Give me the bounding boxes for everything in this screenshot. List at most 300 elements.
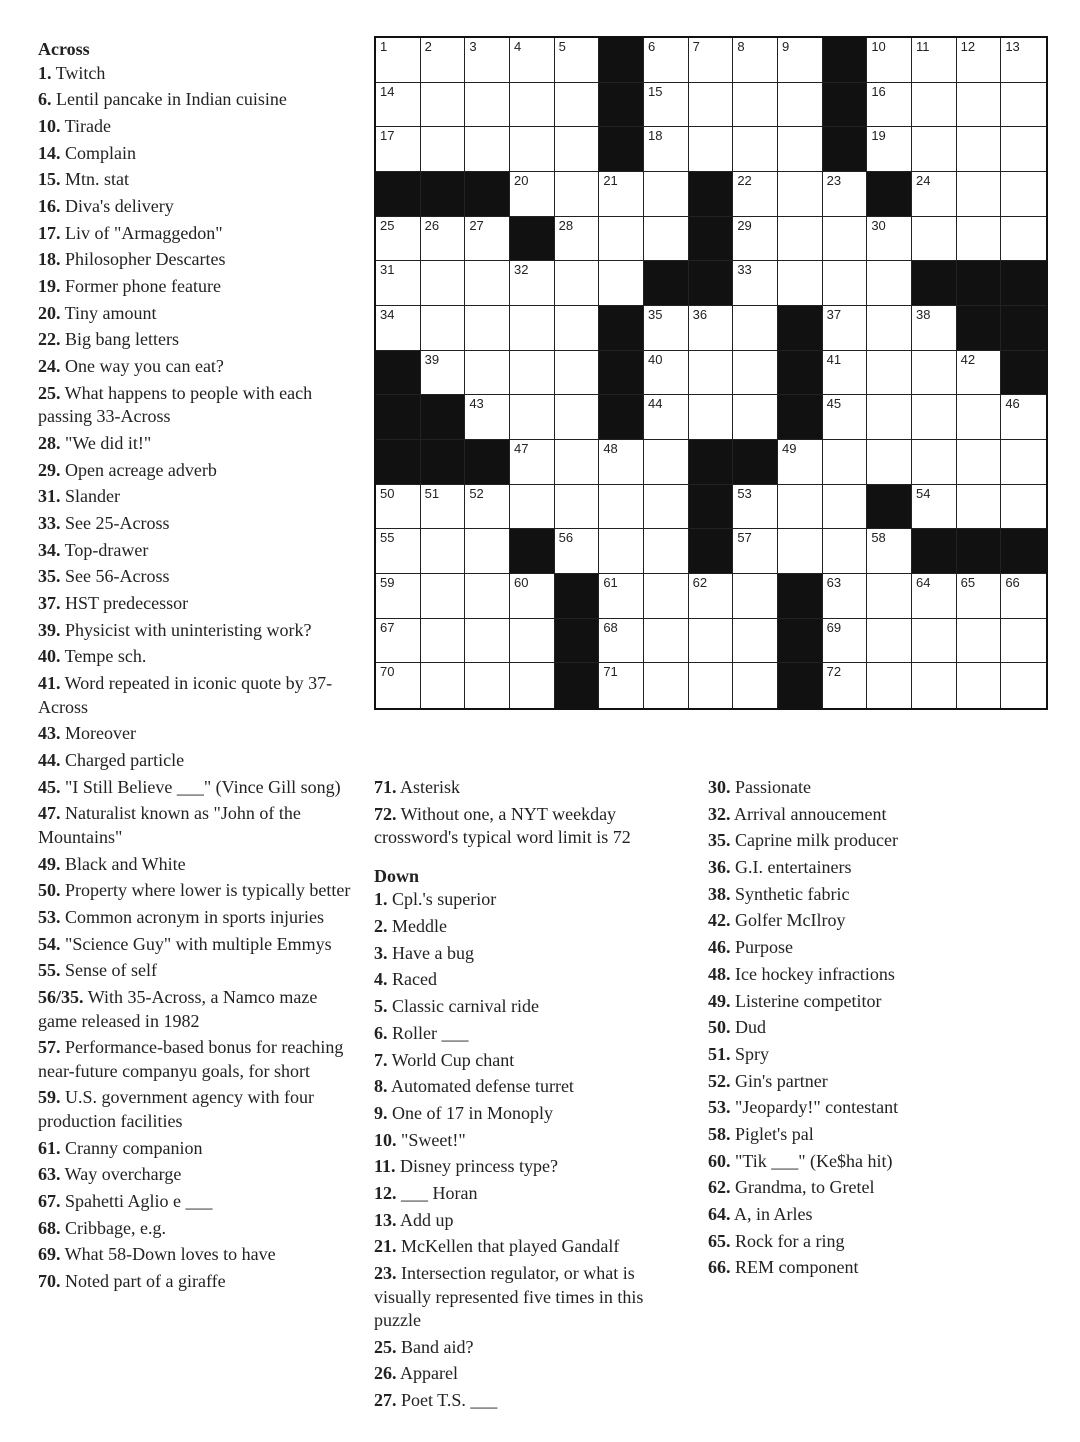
- grid-cell[interactable]: [912, 619, 957, 664]
- black-square: [599, 127, 644, 172]
- grid-cell[interactable]: [599, 261, 644, 306]
- black-square: [1001, 529, 1046, 574]
- grid-cell[interactable]: [867, 261, 912, 306]
- grid-cell[interactable]: [689, 38, 734, 83]
- grid-cell[interactable]: [555, 172, 600, 217]
- clue-text: ___ Horan: [396, 1182, 478, 1203]
- clue-number: 66.: [708, 1257, 731, 1278]
- black-square: [823, 127, 868, 172]
- grid-cell[interactable]: [778, 485, 823, 530]
- grid-cell[interactable]: [465, 395, 510, 440]
- grid-cell[interactable]: [823, 663, 868, 708]
- clue-text: Raced: [387, 969, 437, 990]
- grid-cell[interactable]: [376, 217, 421, 262]
- grid-cell[interactable]: [912, 663, 957, 708]
- grid-cell[interactable]: [689, 395, 734, 440]
- grid-cell[interactable]: [1001, 127, 1046, 172]
- grid-cell[interactable]: [689, 83, 734, 128]
- grid-cell[interactable]: [555, 395, 600, 440]
- grid-cell[interactable]: [1001, 485, 1046, 530]
- grid-cell[interactable]: [510, 306, 555, 351]
- grid-cell[interactable]: [421, 38, 466, 83]
- grid-cell[interactable]: [957, 83, 1002, 128]
- grid-cell[interactable]: [376, 261, 421, 306]
- grid-cell[interactable]: [510, 172, 555, 217]
- grid-cell[interactable]: [1001, 83, 1046, 128]
- grid-cell[interactable]: [689, 574, 734, 619]
- grid-cell[interactable]: [733, 172, 778, 217]
- cell-number: 46: [1005, 396, 1020, 412]
- grid-cell[interactable]: [421, 261, 466, 306]
- grid-cell[interactable]: [1001, 217, 1046, 262]
- grid-cell[interactable]: [957, 351, 1002, 396]
- across-clues-column: [38, 38, 356, 1297]
- clue-number: 71.: [374, 777, 397, 797]
- grid-cell[interactable]: [555, 83, 600, 128]
- across-clue: [38, 565, 356, 589]
- grid-cell[interactable]: [867, 83, 912, 128]
- grid-cell[interactable]: [644, 217, 689, 262]
- clue-text: Passionate: [730, 777, 811, 797]
- grid-cell[interactable]: [733, 663, 778, 708]
- across-clue: [38, 485, 356, 509]
- cell-number: 11: [916, 39, 930, 54]
- black-square: [957, 529, 1002, 574]
- grid-cell[interactable]: [1001, 172, 1046, 217]
- grid-cell[interactable]: [644, 485, 689, 530]
- clue-text: Synthetic fabric: [730, 883, 850, 904]
- grid-cell[interactable]: [465, 261, 510, 306]
- grid-cell[interactable]: [644, 306, 689, 351]
- grid-cell[interactable]: [510, 351, 555, 396]
- clue-number: 5.: [374, 996, 388, 1017]
- black-square: [555, 574, 600, 619]
- grid-cell[interactable]: [823, 217, 868, 262]
- across-clue: [38, 62, 356, 86]
- cell-number: 70: [380, 664, 395, 680]
- grid-cell[interactable]: [555, 440, 600, 485]
- grid-cell[interactable]: [778, 261, 823, 306]
- grid-cell[interactable]: [957, 217, 1002, 262]
- grid-cell[interactable]: [510, 83, 555, 128]
- grid-cell[interactable]: [465, 38, 510, 83]
- clue-text: Liv of "Armaggedon": [60, 222, 223, 243]
- grid-cell[interactable]: [733, 127, 778, 172]
- across-clue: [38, 802, 356, 849]
- grid-cell[interactable]: [644, 172, 689, 217]
- grid-cell[interactable]: [376, 574, 421, 619]
- grid-cell[interactable]: [912, 485, 957, 530]
- clue-text: Complain: [60, 142, 136, 163]
- grid-cell[interactable]: [465, 529, 510, 574]
- clue-text: World Cup chant: [387, 1049, 515, 1070]
- clue-number: 15.: [38, 169, 61, 190]
- clue-text: Tiny amount: [60, 302, 157, 323]
- grid-cell[interactable]: [689, 619, 734, 664]
- grid-cell[interactable]: [510, 574, 555, 619]
- cell-number: 6: [648, 39, 656, 54]
- grid-cell[interactable]: [778, 38, 823, 83]
- clue-number: 64.: [708, 1204, 731, 1224]
- grid-cell[interactable]: [957, 395, 1002, 440]
- grid-cell[interactable]: [376, 485, 421, 530]
- grid-cell[interactable]: [867, 440, 912, 485]
- grid-cell[interactable]: [733, 574, 778, 619]
- grid-cell[interactable]: [599, 217, 644, 262]
- grid-cell[interactable]: [912, 83, 957, 128]
- grid-cell[interactable]: [823, 306, 868, 351]
- grid-cell[interactable]: [644, 395, 689, 440]
- grid-cell[interactable]: [778, 83, 823, 128]
- grid-cell[interactable]: [733, 395, 778, 440]
- grid-cell[interactable]: [733, 485, 778, 530]
- grid-cell[interactable]: [823, 574, 868, 619]
- clue-number: 27.: [374, 1390, 397, 1411]
- cell-number: 43: [469, 396, 484, 412]
- grid-cell[interactable]: [689, 306, 734, 351]
- grid-cell[interactable]: [510, 619, 555, 664]
- grid-cell[interactable]: [912, 172, 957, 217]
- clue-text: Intersection regulator, or what is visually represented five times in this puzzle: [374, 1263, 644, 1330]
- grid-cell[interactable]: [644, 663, 689, 708]
- grid-cell[interactable]: [376, 127, 421, 172]
- cell-number: 68: [603, 619, 618, 635]
- black-square: [689, 172, 734, 217]
- grid-cell[interactable]: [957, 619, 1002, 664]
- grid-cell[interactable]: [733, 217, 778, 262]
- clue-number: 65.: [708, 1230, 731, 1251]
- grid-cell[interactable]: [421, 83, 466, 128]
- grid-cell[interactable]: [465, 217, 510, 262]
- crossword-grid: [374, 36, 1048, 710]
- grid-cell[interactable]: [421, 485, 466, 530]
- clue-number: 40.: [38, 646, 61, 667]
- clue-text: Naturalist known as "John of the Mountains": [38, 803, 301, 847]
- grid-cell[interactable]: [1001, 38, 1046, 83]
- grid-cell[interactable]: [555, 485, 600, 530]
- grid-cell[interactable]: [689, 351, 734, 396]
- clue-number: 70.: [38, 1271, 61, 1291]
- grid-cell[interactable]: [376, 83, 421, 128]
- grid-cell[interactable]: [867, 395, 912, 440]
- cell-number: 13: [1005, 39, 1020, 54]
- grid-cell[interactable]: [421, 351, 466, 396]
- grid-cell[interactable]: [689, 127, 734, 172]
- clue-text: Physicist with uninteristing work?: [60, 619, 312, 640]
- cell-number: 47: [514, 441, 529, 456]
- clue-number: 50.: [708, 1017, 731, 1038]
- grid-cell[interactable]: [555, 217, 600, 262]
- clue-number: 11.: [374, 1156, 396, 1177]
- grid-cell[interactable]: [733, 351, 778, 396]
- grid-cell[interactable]: [823, 395, 868, 440]
- cell-number: 29: [737, 217, 752, 233]
- across-clue: [38, 722, 356, 746]
- cell-number: 15: [648, 83, 663, 99]
- clue-text: Open acreage adverb: [60, 459, 217, 480]
- grid-cell[interactable]: [421, 217, 466, 262]
- clue-number: 25.: [38, 382, 61, 403]
- across-clue: [38, 906, 356, 930]
- grid-cell[interactable]: [644, 619, 689, 664]
- across-clue: [374, 776, 679, 800]
- grid-cell[interactable]: [644, 440, 689, 485]
- grid-cell[interactable]: [1001, 663, 1046, 708]
- grid-cell[interactable]: [644, 574, 689, 619]
- black-square: [912, 529, 957, 574]
- grid-cell[interactable]: [823, 172, 868, 217]
- clue-number: 45.: [38, 776, 61, 797]
- grid-cell[interactable]: [421, 127, 466, 172]
- grid-cell[interactable]: [957, 574, 1002, 619]
- black-square: [867, 485, 912, 530]
- grid-cell[interactable]: [599, 440, 644, 485]
- grid-cell[interactable]: [376, 38, 421, 83]
- grid-cell[interactable]: [867, 127, 912, 172]
- grid-cell[interactable]: [778, 172, 823, 217]
- grid-cell[interactable]: [778, 217, 823, 262]
- clue-text: Listerine competitor: [730, 990, 882, 1011]
- grid-cell[interactable]: [465, 574, 510, 619]
- grid-cell[interactable]: [689, 663, 734, 708]
- grid-cell[interactable]: [733, 83, 778, 128]
- grid-cell[interactable]: [778, 529, 823, 574]
- grid-cell[interactable]: [376, 529, 421, 574]
- black-square: [689, 261, 734, 306]
- grid-cell[interactable]: [510, 663, 555, 708]
- down-clue: [374, 942, 679, 966]
- grid-cell[interactable]: [823, 440, 868, 485]
- clue-number: 20.: [38, 302, 61, 323]
- grid-cell[interactable]: [599, 619, 644, 664]
- clue-number: 1.: [38, 62, 52, 83]
- across-clue: [38, 853, 356, 877]
- clue-number: 32.: [708, 803, 731, 824]
- clue-number: 29.: [38, 459, 61, 480]
- grid-cell[interactable]: [867, 529, 912, 574]
- clue-number: 13.: [374, 1209, 397, 1230]
- grid-cell[interactable]: [555, 306, 600, 351]
- grid-cell[interactable]: [912, 351, 957, 396]
- clue-number: 31.: [38, 486, 61, 507]
- cell-number: 19: [871, 128, 886, 144]
- grid-cell[interactable]: [957, 127, 1002, 172]
- clue-number: 57.: [38, 1037, 61, 1058]
- grid-cell[interactable]: [644, 351, 689, 396]
- grid-cell[interactable]: [555, 127, 600, 172]
- black-square: [510, 217, 555, 262]
- grid-cell[interactable]: [957, 485, 1002, 530]
- down-clue: [708, 1096, 1008, 1120]
- grid-cell[interactable]: [733, 261, 778, 306]
- grid-cell[interactable]: [599, 574, 644, 619]
- grid-cell[interactable]: [421, 306, 466, 351]
- grid-cell[interactable]: [510, 261, 555, 306]
- down-clue: [708, 803, 1008, 827]
- grid-cell[interactable]: [912, 574, 957, 619]
- grid-cell[interactable]: [555, 38, 600, 83]
- cell-number: 33: [737, 262, 752, 278]
- clue-text: Tempe sch.: [60, 646, 147, 667]
- grid-cell[interactable]: [957, 440, 1002, 485]
- grid-cell[interactable]: [465, 83, 510, 128]
- cell-number: 25: [380, 217, 395, 233]
- grid-cell[interactable]: [867, 619, 912, 664]
- grid-cell[interactable]: [912, 440, 957, 485]
- cell-number: 60: [514, 575, 529, 590]
- grid-cell[interactable]: [823, 261, 868, 306]
- clue-text: Noted part of a giraffe: [60, 1271, 226, 1291]
- grid-cell[interactable]: [1001, 619, 1046, 664]
- clue-number: 36.: [708, 857, 731, 878]
- grid-cell[interactable]: [644, 127, 689, 172]
- grid-cell[interactable]: [376, 306, 421, 351]
- grid-cell[interactable]: [599, 529, 644, 574]
- clue-number: 35.: [708, 830, 731, 851]
- clue-text: Former phone feature: [60, 276, 221, 296]
- grid-cell[interactable]: [733, 619, 778, 664]
- grid-cell[interactable]: [465, 485, 510, 530]
- grid-cell[interactable]: [555, 529, 600, 574]
- clue-text: A, in Arles: [730, 1204, 813, 1224]
- clue-text: Rock for a ring: [730, 1230, 845, 1251]
- clue-number: 51.: [708, 1043, 731, 1064]
- grid-cell[interactable]: [1001, 574, 1046, 619]
- grid-cell[interactable]: [510, 440, 555, 485]
- grid-cell[interactable]: [510, 38, 555, 83]
- grid-cell[interactable]: [510, 395, 555, 440]
- grid-cell[interactable]: [867, 306, 912, 351]
- grid-cell[interactable]: [778, 440, 823, 485]
- cell-number: 27: [469, 217, 484, 233]
- grid-cell[interactable]: [912, 38, 957, 83]
- cell-number: 7: [692, 39, 700, 54]
- grid-cell[interactable]: [465, 663, 510, 708]
- grid-cell[interactable]: [599, 485, 644, 530]
- clue-number: 39.: [38, 619, 61, 640]
- grid-cell[interactable]: [867, 663, 912, 708]
- grid-cell[interactable]: [599, 172, 644, 217]
- grid-cell[interactable]: [733, 306, 778, 351]
- clue-number: 34.: [38, 539, 61, 560]
- down-clue: [708, 1150, 1008, 1174]
- grid-cell[interactable]: [733, 529, 778, 574]
- clue-number: 49.: [38, 853, 61, 874]
- clue-number: 48.: [708, 963, 731, 984]
- clue-number: 56/35.: [38, 987, 84, 1007]
- grid-cell[interactable]: [1001, 440, 1046, 485]
- grid-cell[interactable]: [867, 351, 912, 396]
- grid-cell[interactable]: [867, 38, 912, 83]
- down-clue: [708, 1176, 1008, 1200]
- down-clue: [708, 776, 1008, 800]
- grid-cell[interactable]: [867, 574, 912, 619]
- clue-number: 12.: [374, 1182, 397, 1203]
- clue-number: 1.: [374, 889, 388, 910]
- clue-number: 53.: [708, 1097, 731, 1118]
- cell-number: 52: [469, 485, 484, 501]
- grid-cell[interactable]: [421, 529, 466, 574]
- grid-cell[interactable]: [867, 217, 912, 262]
- black-square: [555, 619, 600, 664]
- grid-cell[interactable]: [644, 83, 689, 128]
- grid-cell[interactable]: [510, 485, 555, 530]
- grid-cell[interactable]: [1001, 395, 1046, 440]
- clue-number: 54.: [38, 933, 61, 954]
- clue-text: Property where lower is typically better: [60, 880, 351, 901]
- across-clue: [38, 1086, 356, 1133]
- grid-cell[interactable]: [912, 395, 957, 440]
- clue-text: Have a bug: [387, 942, 474, 963]
- clue-text: Band aid?: [396, 1336, 474, 1357]
- across-clue: [38, 879, 356, 903]
- down-clue: [374, 1209, 679, 1233]
- black-square: [376, 351, 421, 396]
- grid-cell[interactable]: [465, 619, 510, 664]
- clue-number: 42.: [708, 910, 731, 931]
- grid-cell[interactable]: [912, 127, 957, 172]
- grid-cell[interactable]: [510, 127, 555, 172]
- grid-cell[interactable]: [421, 574, 466, 619]
- clue-text: Performance-based bonus for reaching near-future companyu goals, for short: [38, 1037, 344, 1081]
- grid-cell[interactable]: [644, 38, 689, 83]
- grid-cell[interactable]: [376, 619, 421, 664]
- down-clue: [708, 883, 1008, 907]
- clue-text: Cranny companion: [60, 1137, 203, 1158]
- grid-cell[interactable]: [555, 261, 600, 306]
- clue-number: 72.: [374, 803, 397, 824]
- grid-cell[interactable]: [823, 351, 868, 396]
- grid-cell[interactable]: [823, 485, 868, 530]
- grid-cell[interactable]: [733, 38, 778, 83]
- grid-cell[interactable]: [957, 172, 1002, 217]
- clue-text: U.S. government agency with four production facilities: [38, 1087, 314, 1131]
- grid-cell[interactable]: [957, 663, 1002, 708]
- clue-text: REM component: [730, 1257, 859, 1278]
- grid-cell[interactable]: [465, 351, 510, 396]
- grid-cell[interactable]: [912, 306, 957, 351]
- grid-cell[interactable]: [912, 217, 957, 262]
- grid-cell[interactable]: [376, 663, 421, 708]
- clue-number: 61.: [38, 1137, 61, 1158]
- grid-cell[interactable]: [823, 619, 868, 664]
- grid-cell[interactable]: [957, 38, 1002, 83]
- cell-number: 40: [648, 351, 663, 367]
- clue-text: One way you can eat?: [60, 356, 224, 377]
- clue-text: Mtn. stat: [60, 169, 130, 190]
- grid-cell[interactable]: [644, 529, 689, 574]
- clue-text: Way overcharge: [60, 1164, 182, 1185]
- black-square: [689, 217, 734, 262]
- grid-cell[interactable]: [421, 619, 466, 664]
- down-clue: [374, 1022, 679, 1046]
- grid-cell[interactable]: [599, 663, 644, 708]
- grid-cell[interactable]: [778, 127, 823, 172]
- grid-cell[interactable]: [555, 351, 600, 396]
- grid-cell[interactable]: [421, 663, 466, 708]
- clue-number: 18.: [38, 249, 61, 270]
- across-clue: [38, 142, 356, 166]
- cell-number: 57: [737, 530, 752, 546]
- down-clue: [708, 856, 1008, 880]
- grid-cell[interactable]: [823, 529, 868, 574]
- grid-cell[interactable]: [465, 306, 510, 351]
- clue-number: 35.: [38, 566, 61, 587]
- grid-cell[interactable]: [465, 127, 510, 172]
- black-square: [733, 440, 778, 485]
- clue-text: "I Still Believe ___" (Vince Gill song): [60, 776, 341, 797]
- cell-number: 62: [692, 575, 708, 590]
